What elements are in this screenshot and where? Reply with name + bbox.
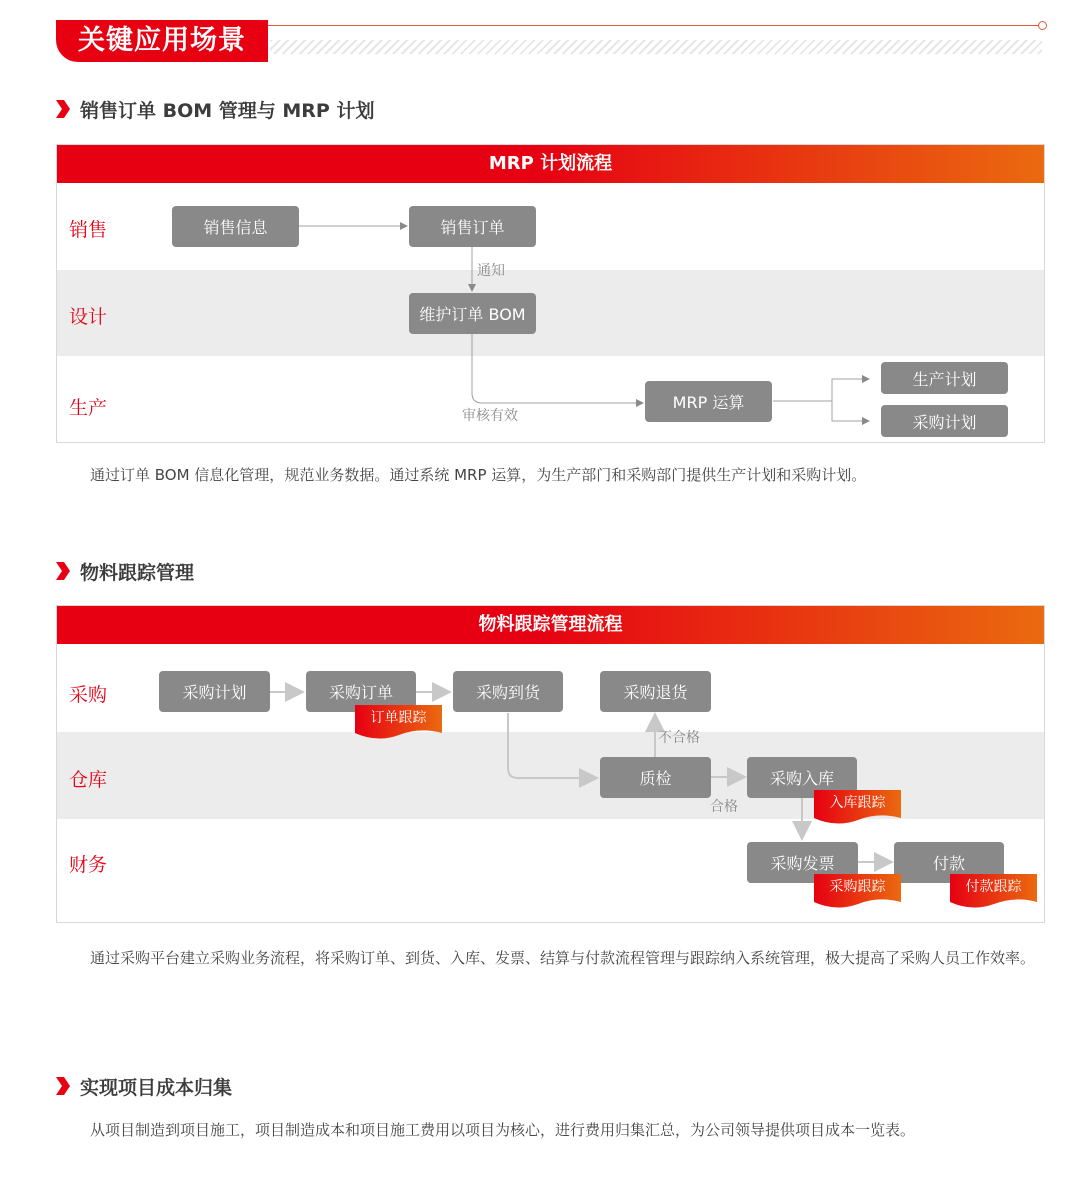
tag-payment-tracking — [950, 874, 1037, 908]
lane-label: 销售 — [69, 219, 108, 241]
material-diagram-title: 物料跟踪管理流程 — [57, 606, 1044, 644]
chevron-right-icon — [56, 1077, 70, 1095]
note-notify: 通知 — [477, 263, 505, 279]
box-purchase-return: 采购退货 — [600, 671, 711, 712]
section-heading-material — [56, 558, 194, 584]
note-approved: 审核有效 — [462, 408, 518, 424]
section-heading-mrp — [56, 96, 374, 122]
lane-label: 设计 — [69, 306, 108, 328]
tag-label: 付款跟踪 — [965, 879, 1022, 895]
tag-entry-tracking — [814, 790, 901, 824]
lane-label: 采购 — [69, 684, 108, 706]
lane-label: 仓库 — [69, 769, 108, 791]
mrp-description: 通过订单 BOM 信息化管理，规范业务数据。通过系统 MRP 运算，为生产部门和采购部门提供生产计划和采购计划。 — [90, 466, 867, 484]
banner-stripes — [270, 40, 1042, 54]
section-heading-cost — [56, 1073, 232, 1099]
tag-purchase-tracking — [814, 874, 901, 908]
banner-dot — [1038, 21, 1047, 30]
box-goods-arrival: 采购到货 — [453, 671, 563, 712]
tag-label: 入库跟踪 — [829, 795, 886, 811]
box-sales-info: 销售信息 — [172, 206, 299, 247]
box-quality-check: 质检 — [600, 757, 711, 798]
note-qualified: 合格 — [710, 799, 738, 815]
tag-label: 订单跟踪 — [370, 710, 427, 726]
box-purchase-order: 采购订单 — [306, 671, 416, 712]
lane-label: 生产 — [69, 397, 108, 419]
note-unqualified: 不合格 — [658, 730, 700, 746]
box-order-bom: 维护订单 BOM — [409, 293, 536, 334]
box-purchase-invoice: 采购发票 — [747, 842, 858, 883]
material-description: 通过采购平台建立采购业务流程，将采购订单、到货、入库、发票、结算与付款流程管理与跟踪纳入系统管理，极大提高了采购人员工作效率。 — [90, 949, 1036, 967]
section-title: 物料跟踪管理 — [80, 561, 195, 584]
material-diagram — [56, 605, 1045, 923]
chevron-right-icon — [56, 100, 70, 118]
tag-order-tracking — [355, 705, 442, 739]
box-production-plan: 生产计划 — [881, 362, 1008, 394]
box-sales-order: 销售订单 — [409, 206, 536, 247]
box-purchase-plan: 采购计划 — [159, 671, 270, 712]
box-warehouse-entry: 采购入库 — [747, 757, 857, 798]
section-title: 销售订单 BOM 管理与 MRP 计划 — [80, 99, 375, 122]
chevron-right-icon — [56, 562, 70, 580]
box-mrp-run: MRP 运算 — [645, 381, 772, 422]
tag-label: 采购跟踪 — [829, 879, 886, 895]
box-payment: 付款 — [894, 842, 1004, 883]
mrp-diagram-title: MRP 计划流程 — [57, 145, 1044, 183]
banner-title: 关键应用场景 — [56, 20, 268, 62]
cost-description: 从项目制造到项目施工，项目制造成本和项目施工费用以项目为核心，进行费用归集汇总，为公司领导提供项目成本一览表。 — [90, 1121, 916, 1139]
banner-rule — [268, 25, 1040, 26]
lane-label: 财务 — [69, 854, 108, 876]
box-purchase-plan: 采购计划 — [881, 405, 1008, 437]
mrp-diagram — [56, 144, 1045, 443]
section-title: 实现项目成本归集 — [80, 1076, 233, 1099]
mrp-connectors — [57, 145, 1044, 442]
